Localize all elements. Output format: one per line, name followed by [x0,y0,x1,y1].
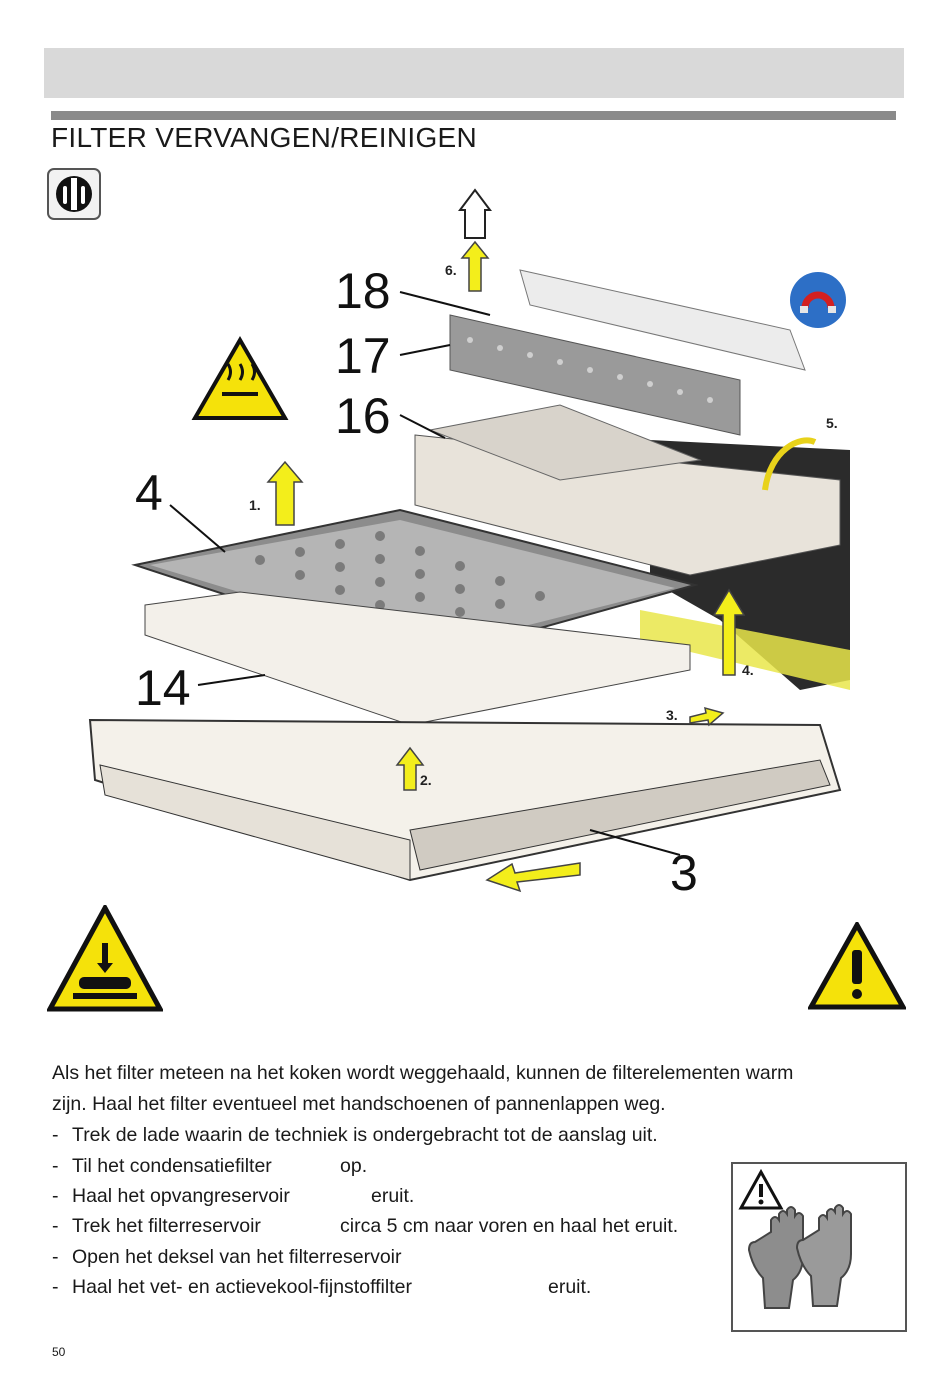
header-band [44,48,904,98]
list-item [52,1185,415,1208]
step-4-label: 4. [742,662,754,678]
list-bullet: - [52,1155,59,1177]
list-item [52,1246,402,1269]
step-text: Til het condensatiefilter [72,1155,272,1177]
step-suffix: eruit. [371,1185,415,1207]
step-text: Haal het vet- en actievekool-fijnstoffilter [72,1276,412,1298]
list-item [52,1155,368,1178]
callout-4: 4 [135,465,163,521]
callout-14: 14 [135,660,191,716]
step-text: Trek het filterreservoir [72,1215,261,1237]
step-1-arrow [268,462,302,525]
step-6-label: 6. [445,262,457,278]
gloves-icon [731,1162,907,1332]
callout-16: 16 [335,388,391,444]
hot-surface-warning-icon [195,340,285,418]
list-item [52,1215,679,1238]
list-bullet: - [52,1185,59,1207]
step-5-label: 5. [826,415,838,431]
list-bullet: - [52,1246,59,1268]
intro-line-1: Als het filter meteen na het koken wordt weggehaald, kunnen de filterelementen warm [52,1062,794,1084]
step-text: Haal het opvangreservoir [72,1185,290,1207]
page-title: FILTER VERVANGEN/REINIGEN [51,122,478,153]
callout-3: 3 [670,845,698,901]
step-suffix: eruit. [548,1276,592,1298]
general-warning-icon [808,922,906,1010]
title-rule [51,111,896,120]
list-item [52,1276,592,1299]
step-suffix: op. [340,1155,368,1177]
step-text: Open het deksel van het filterreservoir [72,1246,402,1268]
step-suffix: circa 5 cm naar voren en haal het eruit. [340,1215,679,1237]
callout-18: 18 [335,263,391,319]
step-1-label: 1. [249,497,261,513]
intro-line-2: zijn. Haal het filter eventueel met handschoenen of pannenlappen weg. [52,1093,666,1115]
list-bullet: - [52,1124,59,1146]
magnet-icon [790,272,846,328]
step-text: Trek de lade waarin de techniek is ondergebracht tot de aanslag uit. [72,1124,658,1146]
hand-crush-warning-icon [47,905,163,1013]
drawer-pull-arrow [487,863,580,891]
list-bullet: - [52,1215,59,1237]
list-item [52,1124,658,1147]
step-3-label: 3. [666,707,678,723]
step-6-arrow [462,242,488,291]
page-number: 50 [52,1345,66,1359]
step-3-arrow [690,708,723,725]
callout-17: 17 [335,328,391,384]
filter-assembly-diagram [0,180,950,930]
step-2-label: 2. [420,772,432,788]
list-bullet: - [52,1276,59,1298]
